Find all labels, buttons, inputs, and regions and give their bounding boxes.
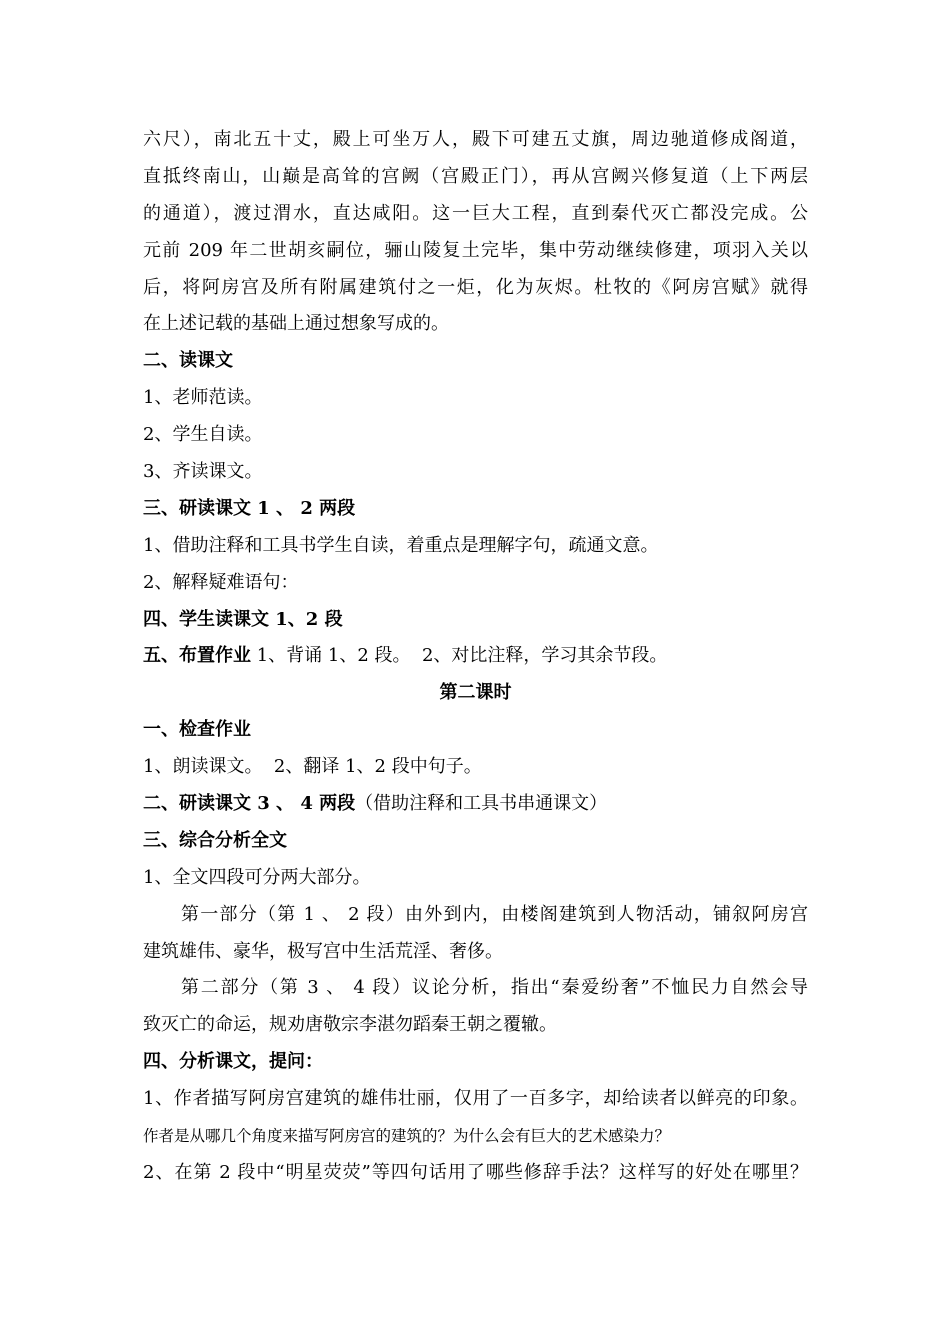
section-heading-questions: 四、分析课文，提问：	[143, 1051, 323, 1073]
intro-paragraph	[143, 122, 808, 343]
list-item: 1、老师范读。	[143, 387, 263, 409]
list-item: 3、齐读课文。	[143, 461, 263, 483]
section-heading-student-read: 四、学生读课文 1、2 段	[143, 608, 343, 630]
paragraph-line: 致灭亡的命运，规劝唐敬宗李湛勿蹈秦王朝之覆辙。	[143, 1014, 557, 1036]
paragraph-line: 建筑雄伟、豪华，极写宫中生活荒淫、奢侈。	[143, 940, 503, 962]
list-item: 1、全文四段可分两大部分。	[143, 866, 371, 888]
lesson-title: 第二课时	[439, 682, 512, 704]
section-heading-read: 二、读课文	[143, 350, 233, 372]
question-1-line: 1、作者描写阿房宫建筑的雄伟壮丽，仅用了一百多字，却给读者以鲜亮的印象。	[143, 1088, 808, 1110]
list-item: 1、借助注释和工具书学生自读，着重点是理解字句，疏通文意。	[143, 534, 659, 556]
intro-line: 的通道），渡过渭水，直达咸阳。这一巨大工程，直到秦代灭亡都没完成。公	[143, 202, 808, 224]
study-note: （借助注释和工具书串通课文）	[355, 793, 608, 815]
section-heading-homework: 五、布置作业	[143, 645, 251, 667]
intro-line: 六尺），南北五十丈，殿上可坐万人，殿下可建五丈旗，周边驰道修成阁道，	[143, 129, 808, 150]
section-heading-study-2: 二、研读课文 3 、 4 两段	[143, 793, 356, 815]
homework-text: 1、背诵 1、2 段。 2、对比注释，学习其余节段。	[251, 645, 668, 667]
list-item: 2、学生自读。	[143, 424, 263, 446]
intro-line: 元前 209 年二世胡亥嗣位，骊山陵复土完毕，集中劳动继续修建，项羽入关以	[143, 239, 808, 261]
section-heading-analysis: 三、综合分析全文	[143, 829, 287, 851]
homework-line	[143, 638, 808, 675]
part2-paragraph	[143, 970, 808, 1044]
part1-paragraph	[143, 897, 808, 971]
list-item: 2、解释疑难语句：	[143, 571, 299, 593]
paragraph-line: 第二部分（第 3 、 4 段）议论分析，指出“秦爱纷奢”不恤民力自然会导	[181, 977, 808, 999]
document-page	[143, 122, 808, 1192]
section-heading-study: 三、研读课文 1 、 2 两段	[143, 497, 356, 519]
intro-line: 在上述记载的基础上通过想象写成的。	[143, 313, 449, 335]
section-heading-check: 一、检查作业	[143, 719, 251, 741]
question-1-line: 作者是从哪几个角度来描写阿房宫的建筑的？为什么会有巨大的艺术感染力？	[143, 1127, 671, 1146]
study-line	[143, 786, 808, 823]
question-2: 2、在第 2 段中“明星荧荧”等四句话用了哪些修辞手法？这样写的好处在哪里？	[143, 1161, 808, 1183]
intro-line: 后，将阿房宫及所有附属建筑付之一炬，化为灰烬。杜牧的《阿房宫赋》就得	[143, 276, 808, 298]
intro-line: 直抵终南山，山巅是高耸的宫阙（宫殿正门），再从宫阙兴修复道（上下两层	[143, 165, 808, 187]
paragraph-line: 第一部分（第 1 、 2 段）由外到内，由楼阁建筑到人物活动，铺叙阿房宫	[181, 903, 808, 925]
check-text: 1、朗读课文。 2、翻译 1、2 段中句子。	[143, 756, 482, 778]
